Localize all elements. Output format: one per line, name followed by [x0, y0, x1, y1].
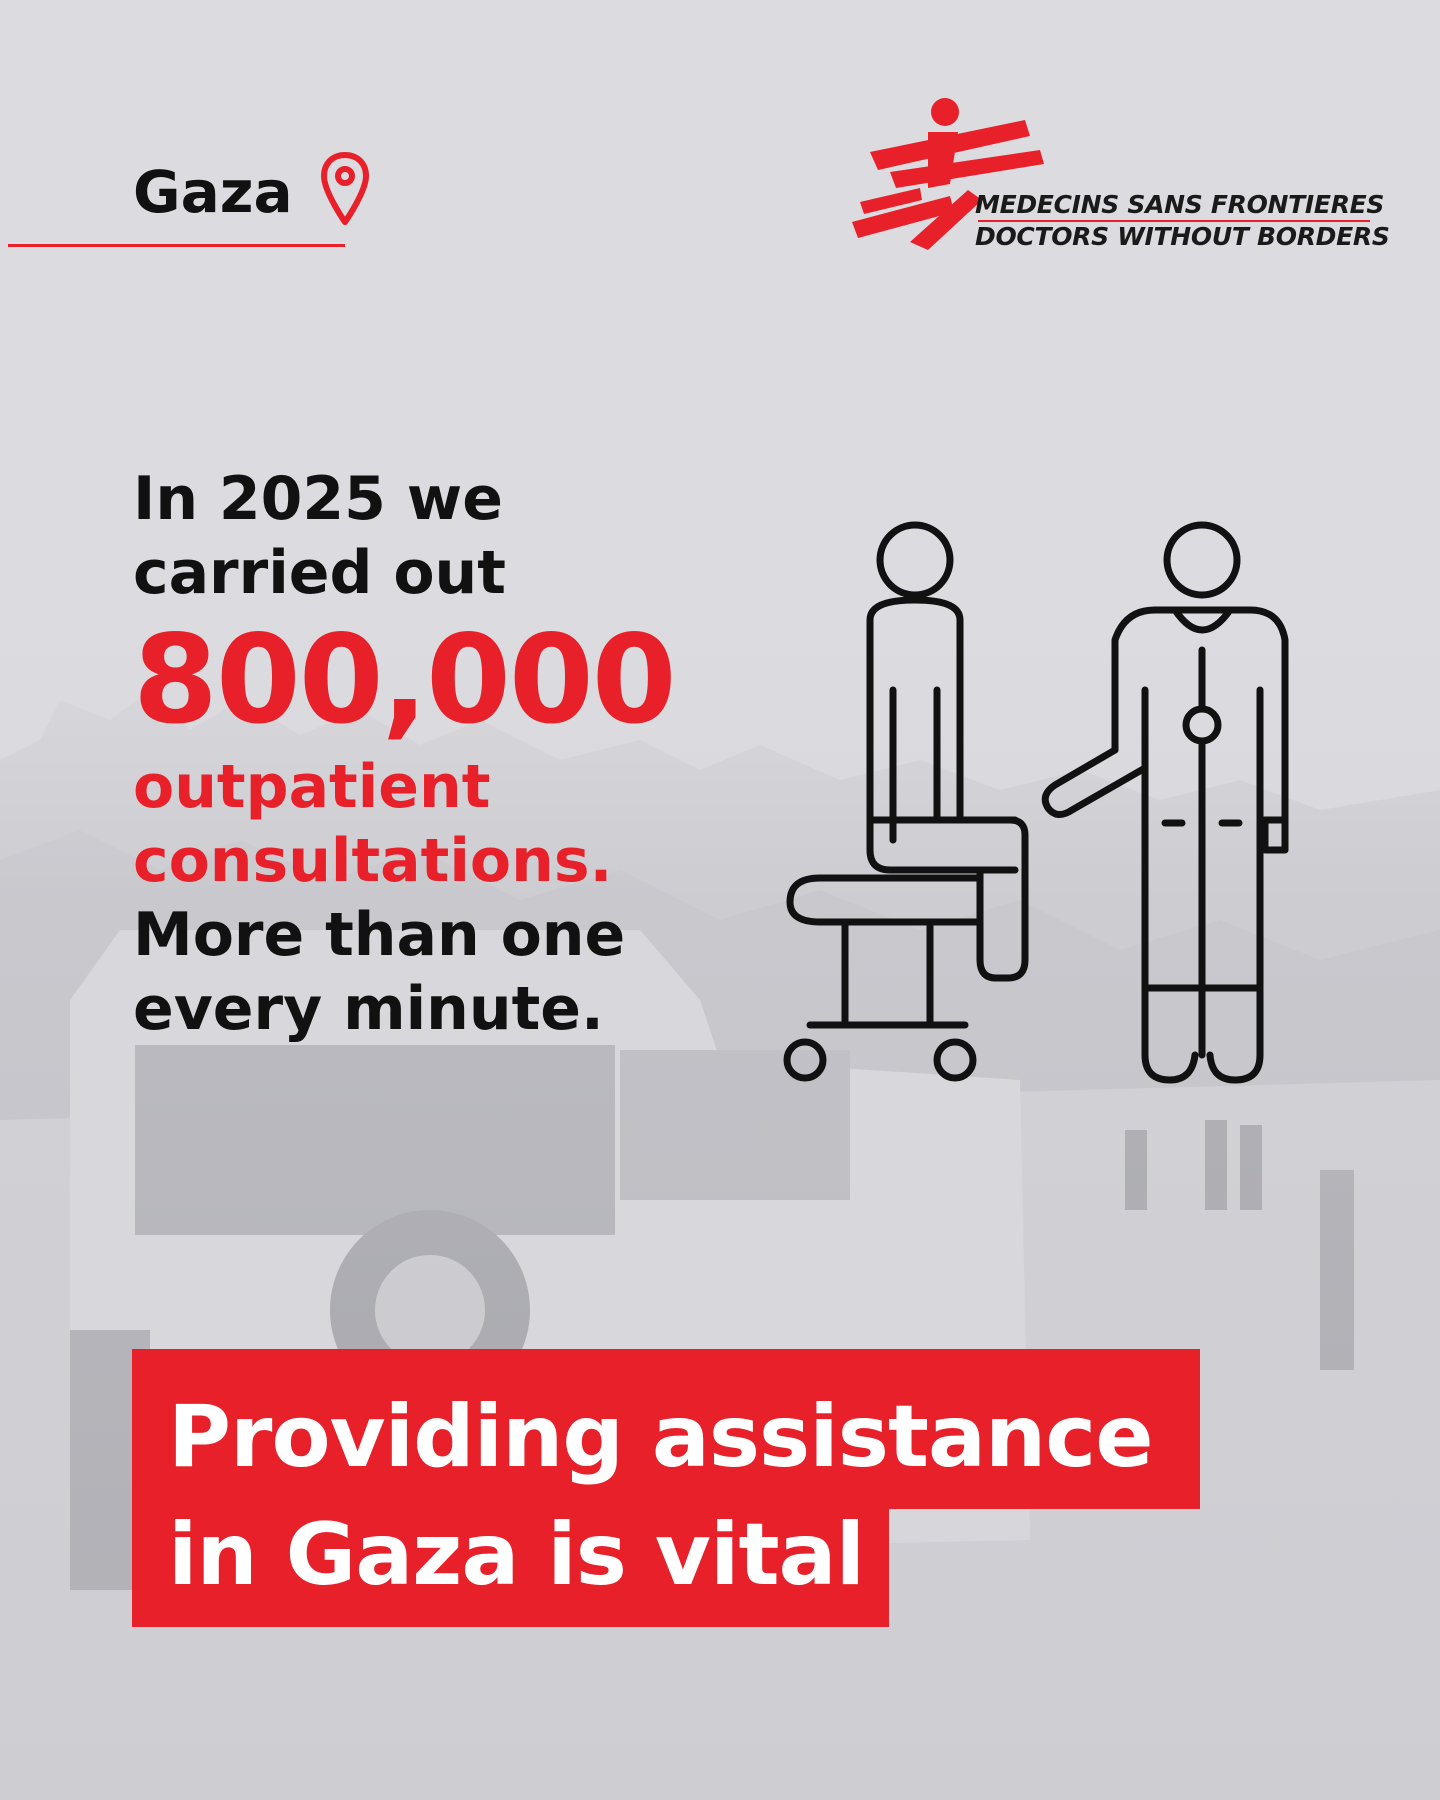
- stat-intro-line2: carried out: [133, 538, 506, 608]
- stat-outro-line2: every minute.: [133, 974, 604, 1044]
- patient-and-doctor-consultation-icon: [770, 510, 1310, 1100]
- stat-unit-line1: outpatient: [133, 752, 491, 822]
- stat-block: [133, 462, 753, 1046]
- banner-headline: [168, 1378, 1153, 1614]
- logo-text-french: MEDECINS SANS FRONTIERES: [975, 190, 1385, 219]
- banner-line2: in Gaza is vital: [168, 1505, 865, 1605]
- stat-number: 800,000: [133, 609, 675, 751]
- map-pin-icon: [320, 152, 370, 226]
- location-underline: [8, 244, 345, 247]
- banner-line1: Providing assistance: [168, 1387, 1153, 1487]
- location-label: Gaza: [133, 158, 293, 226]
- logo-text-english: DOCTORS WITHOUT BORDERS: [975, 222, 1390, 251]
- stat-outro-line1: More than one: [133, 900, 626, 970]
- stat-intro-line1: In 2025 we: [133, 464, 503, 534]
- location-header: [133, 158, 293, 226]
- stat-unit-line2: consultations.: [133, 826, 613, 896]
